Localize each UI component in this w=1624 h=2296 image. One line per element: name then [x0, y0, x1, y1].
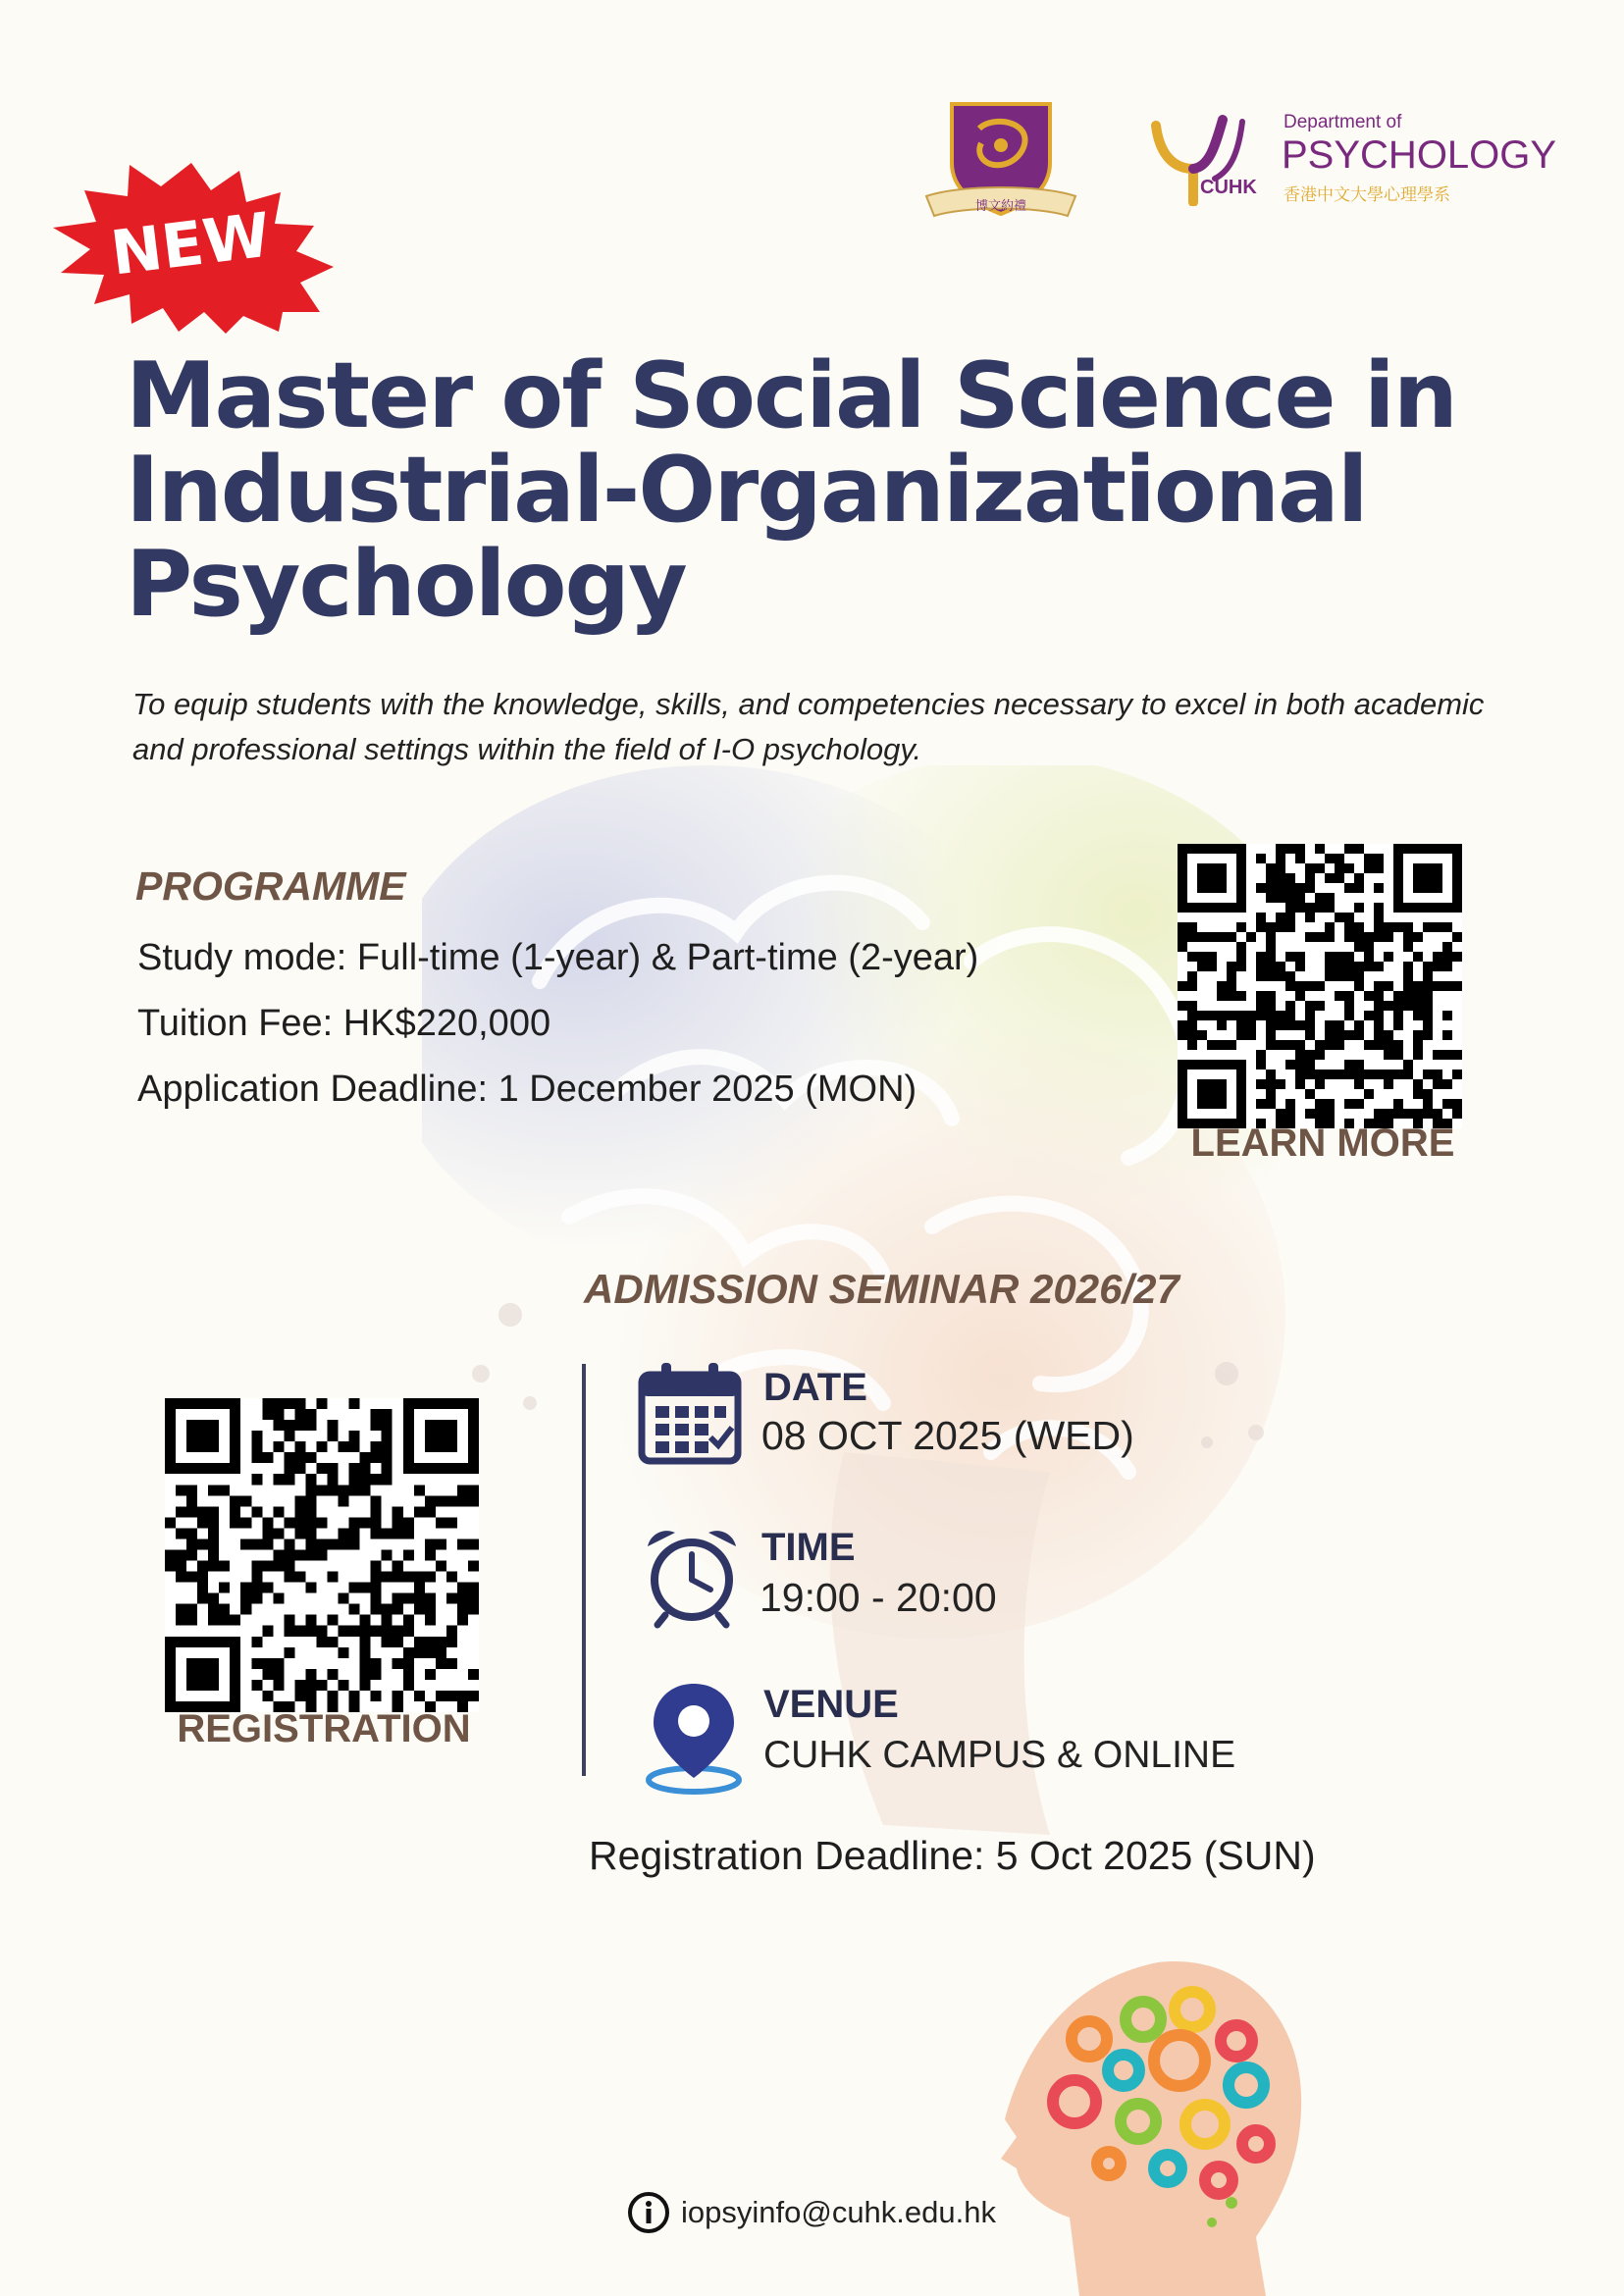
- application-deadline: Application Deadline: 1 December 2025 (MON): [137, 1069, 917, 1110]
- programme-title: [126, 342, 1558, 637]
- dept-label: Department of: [1283, 112, 1402, 132]
- title-line-3: Psychology: [126, 531, 686, 637]
- new-badge: [39, 157, 343, 334]
- study-mode: Study mode: Full-time (1-year) & Part-time (2-year): [137, 937, 979, 978]
- venue-value: CUHK CAMPUS & ONLINE: [763, 1734, 1236, 1776]
- registration-qr-matrix: [165, 1398, 479, 1712]
- seminar-heading: ADMISSION SEMINAR 2026/27: [584, 1266, 1179, 1312]
- contact-email[interactable]: iopsyinfo@cuhk.edu.hk: [681, 2195, 996, 2229]
- head-gears-illustration: [962, 1923, 1315, 2296]
- registration-qr-code[interactable]: [165, 1398, 479, 1712]
- title-line-2: Industrial-Organizational: [126, 437, 1367, 543]
- learn-more-label: LEARN MORE: [1190, 1122, 1455, 1165]
- info-icon: [626, 2190, 671, 2235]
- crest-motto: 博文約禮: [974, 199, 1027, 214]
- tagline: To equip students with the knowledge, skills, and competencies necessary to excel in both academic and professional settings within the field of I-O psychology.: [132, 687, 1485, 766]
- contact-line: [626, 2188, 996, 2237]
- seminar-divider: [582, 1364, 586, 1776]
- learn-more-qr-code[interactable]: [1178, 844, 1462, 1128]
- registration-deadline: Registration Deadline: 5 Oct 2025 (SUN): [589, 1833, 1316, 1878]
- time-value: 19:00 - 20:00: [760, 1575, 997, 1620]
- learn-more-qr-matrix: [1178, 844, 1462, 1128]
- dept-short: CUHK: [1200, 177, 1257, 198]
- location-pin-icon: [640, 1678, 748, 1796]
- venue-label: VENUE: [763, 1683, 899, 1726]
- title-line-1: Master of Social Science in: [126, 342, 1456, 448]
- date-label: DATE: [763, 1366, 867, 1409]
- dept-name: PSYCHOLOGY: [1282, 133, 1557, 177]
- time-label: TIME: [761, 1526, 856, 1569]
- date-value: 08 OCT 2025 (WED): [761, 1413, 1134, 1458]
- badge-text: NEW: [107, 198, 275, 289]
- calendar-icon: [636, 1359, 744, 1467]
- department-logo: [1146, 108, 1557, 206]
- registration-label: REGISTRATION: [177, 1707, 471, 1750]
- cuhk-crest-logo: [920, 94, 1081, 222]
- dept-chinese: 香港中文大學心理學系: [1283, 185, 1450, 204]
- alarm-clock-icon: [638, 1521, 746, 1629]
- programme-heading: PROGRAMME: [135, 863, 406, 909]
- tuition-fee: Tuition Fee: HK$220,000: [137, 1003, 551, 1044]
